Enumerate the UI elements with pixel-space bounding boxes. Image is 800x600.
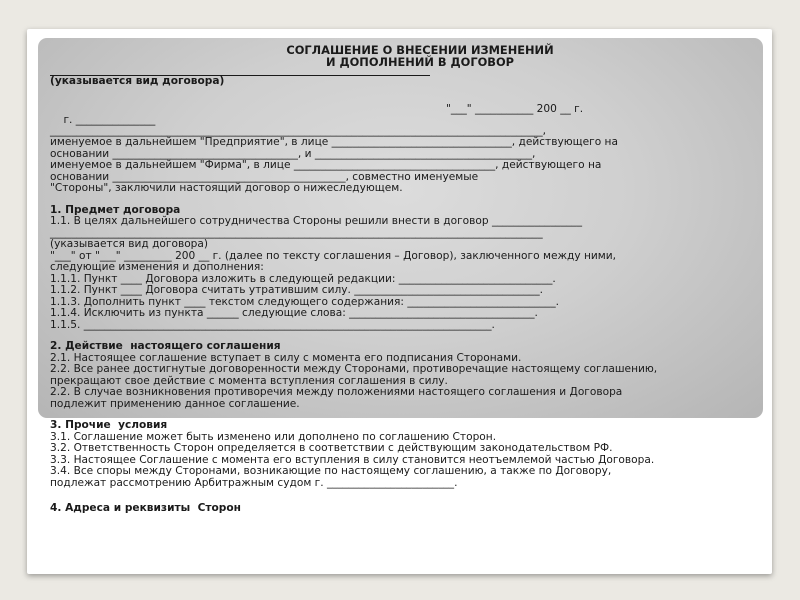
parties-line: _____________________________________________________________________________________________, bbox=[50, 124, 546, 137]
city-date-row bbox=[50, 102, 750, 126]
parties-line: основании ___________________________________, и _________________________________________, bbox=[50, 147, 536, 160]
section-3-line: 3.3. Настоящее Соглашение с момента его вступления в силу становится неотъемлемой частью Договора. bbox=[50, 453, 655, 466]
contract-type-note: (указывается вид договора) bbox=[50, 75, 225, 87]
section-3-body bbox=[50, 432, 750, 490]
section-1-line: 1.1.4. Исключить из пункта ______ следующие слова: ___________________________________. bbox=[50, 307, 538, 319]
parties-line: именуемое в дальнейшем "Предприятие", в лице __________________________________, действующего на bbox=[50, 136, 618, 148]
section-1-line: 1.1.2. Пункт ____ Договора считать утратившим силу. ___________________________________. bbox=[50, 284, 544, 296]
section-2-line: 2.2. В случае возникновения противоречия между положениями настоящего соглашения и Договора bbox=[50, 386, 623, 398]
section-2-line: прекращают свое действие с момента вступления соглашения в силу. bbox=[50, 374, 448, 387]
section-2-heading: 2. Действие настоящего соглашения bbox=[50, 340, 281, 352]
section-2-line: 2.1. Настоящее соглашение вступает в силу с момента его подписания Сторонами. bbox=[50, 351, 522, 364]
parties-line: основании ____________________________________________, совместно именуемые bbox=[50, 170, 479, 183]
section-1-line: 1.1.5. _____________________________________________________________________________. bbox=[50, 318, 495, 331]
parties-line: "Стороны", заключили настоящий договор о нижеследующем. bbox=[50, 182, 403, 194]
section-4-heading: 4. Адреса и реквизиты Сторон bbox=[50, 502, 241, 514]
parties-line: именуемое в дальнейшем "Фирма", в лице ______________________________________, действующего на bbox=[50, 159, 602, 171]
section-3-line: подлежат рассмотрению Арбитражным судом г. ________________________. bbox=[50, 476, 458, 489]
section-1-line: _____________________________________________________________________________________________ bbox=[50, 226, 543, 239]
parties-block bbox=[50, 126, 750, 195]
section-1-line: 1.1. В целях дальнейшего сотрудничества Стороны решили внести в договор _________________ bbox=[50, 215, 583, 227]
section-1-body bbox=[50, 216, 750, 331]
section-3-line: 3.4. Все споры между Сторонами, возникающие по настоящему соглашению, а также по Договору, bbox=[50, 465, 612, 477]
section-1-line: 1.1.1. Пункт ____ Договора изложить в следующей редакции: _____________________________. bbox=[50, 272, 556, 285]
document-title-line-1: СОГЛАШЕНИЕ О ВНЕСЕНИИ ИЗМЕНЕНИЙ bbox=[286, 43, 554, 57]
section-1-line: следующие изменения и дополнения: bbox=[50, 261, 264, 273]
section-2-line: 2.2. Все ранее достигнутые договоренности между Сторонами, противоречащие настоящему соглашению, bbox=[50, 363, 658, 375]
agreement-document bbox=[50, 44, 750, 515]
section-1-line: 1.1.3. Дополнить пункт ____ текстом следующего содержания: ____________________________. bbox=[50, 295, 560, 308]
section-2-line: подлежит применению данное соглашение. bbox=[50, 397, 300, 410]
section-1-line: (указывается вид договора) bbox=[50, 238, 209, 250]
section-1-heading: 1. Предмет договора bbox=[50, 203, 181, 216]
date-line: "___" ___________ 200 __ г. bbox=[446, 102, 584, 115]
section-3-heading: 3. Прочие условия bbox=[50, 419, 168, 431]
city-line: г. _______________ bbox=[63, 114, 156, 126]
section-2-body bbox=[50, 353, 750, 411]
section-3-line: 3.1. Соглашение может быть изменено или дополнено по соглашению Сторон. bbox=[50, 430, 497, 443]
section-3-line: 3.2. Ответственность Сторон определяется в соответствии с действующим законодательством РФ. bbox=[50, 442, 613, 454]
section-1-line: "___" от "___" _________ 200 __ г. (далее по тексту соглашения – Договор), заключенного между ними, bbox=[50, 249, 617, 262]
document-title-line-2: И ДОПОЛНЕНИЙ В ДОГОВОР bbox=[325, 55, 514, 69]
